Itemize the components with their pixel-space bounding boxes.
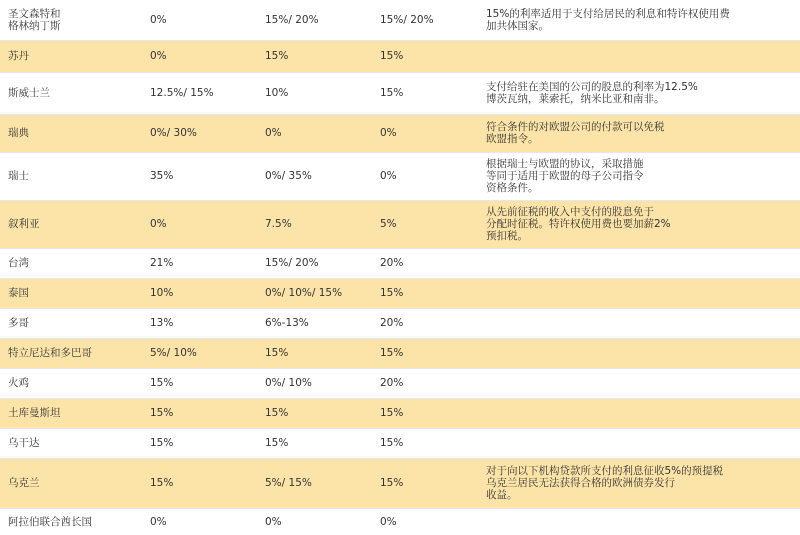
interest-rate-text: 6%-13% bbox=[265, 317, 309, 329]
interest-rate-text: 15% bbox=[265, 407, 289, 419]
note-cell bbox=[478, 508, 800, 535]
note-cell bbox=[478, 278, 800, 308]
country-text: 瑞典 bbox=[8, 127, 29, 139]
table-row bbox=[0, 200, 800, 248]
note-cell bbox=[478, 0, 800, 40]
note-cell bbox=[478, 398, 800, 428]
table-row bbox=[0, 368, 800, 398]
table-row bbox=[0, 508, 800, 535]
interest-rate-cell bbox=[257, 368, 372, 398]
country-cell bbox=[0, 40, 142, 72]
table-row bbox=[0, 0, 800, 40]
interest-rate-text: 15%/ 20% bbox=[265, 13, 319, 26]
country-text: 台湾 bbox=[8, 257, 29, 269]
country-cell bbox=[0, 152, 142, 200]
royalty-rate-cell bbox=[372, 248, 478, 278]
royalty-rate-text: 15% bbox=[380, 50, 404, 62]
royalty-rate-text: 20% bbox=[380, 257, 404, 269]
interest-rate-cell bbox=[257, 508, 372, 535]
royalty-rate-cell bbox=[372, 278, 478, 308]
country-cell bbox=[0, 368, 142, 398]
note-cell bbox=[478, 72, 800, 114]
royalty-rate-cell bbox=[372, 308, 478, 338]
dividend-rate-text: 0% bbox=[150, 13, 167, 26]
royalty-rate-cell bbox=[372, 40, 478, 72]
dividend-rate-text: 0% bbox=[150, 50, 167, 62]
table-row bbox=[0, 114, 800, 152]
table-row bbox=[0, 398, 800, 428]
royalty-rate-text: 0% bbox=[380, 170, 397, 182]
royalty-rate-cell bbox=[372, 508, 478, 535]
interest-rate-cell bbox=[257, 458, 372, 508]
dividend-rate-text: 13% bbox=[150, 317, 174, 329]
interest-rate-text: 0% bbox=[265, 127, 282, 139]
interest-rate-text: 0%/ 35% bbox=[265, 170, 312, 182]
royalty-rate-cell bbox=[372, 428, 478, 458]
country-text: 土库曼斯坦 bbox=[8, 407, 61, 419]
note-cell bbox=[478, 338, 800, 368]
country-text: 苏丹 bbox=[8, 50, 29, 62]
country-cell bbox=[0, 0, 142, 40]
dividend-rate-text: 0%/ 30% bbox=[150, 127, 197, 139]
table-row bbox=[0, 278, 800, 308]
royalty-rate-cell bbox=[372, 338, 478, 368]
interest-rate-cell bbox=[257, 152, 372, 200]
dividend-rate-cell bbox=[142, 368, 257, 398]
royalty-rate-text: 5% bbox=[380, 218, 397, 230]
table-row bbox=[0, 428, 800, 458]
dividend-rate-cell bbox=[142, 308, 257, 338]
country-cell bbox=[0, 200, 142, 248]
dividend-rate-cell bbox=[142, 152, 257, 200]
interest-rate-text: 10% bbox=[265, 87, 289, 99]
country-cell bbox=[0, 308, 142, 338]
interest-rate-text: 15% bbox=[265, 347, 289, 359]
table-row bbox=[0, 72, 800, 114]
note-text: 支付给驻在美国的公司的股息的利率为12.5% 博茨瓦纳，莱索托，纳米比亚和南非。 bbox=[486, 81, 698, 105]
interest-rate-cell bbox=[257, 428, 372, 458]
interest-rate-text: 15% bbox=[265, 50, 289, 62]
note-text: 符合条件的对欧盟公司的付款可以免税 欧盟指令。 bbox=[486, 121, 665, 145]
dividend-rate-cell bbox=[142, 40, 257, 72]
dividend-rate-text: 15% bbox=[150, 437, 174, 449]
country-cell bbox=[0, 398, 142, 428]
dividend-rate-text: 0% bbox=[150, 218, 167, 230]
country-cell bbox=[0, 278, 142, 308]
royalty-rate-cell bbox=[372, 152, 478, 200]
note-text: 根据瑞士与欧盟的协议，采取措施 等同于适用于欧盟的母子公司指令 资格条件。 bbox=[486, 158, 644, 194]
interest-rate-text: 15%/ 20% bbox=[265, 257, 319, 269]
country-text: 泰国 bbox=[8, 287, 29, 299]
table-row bbox=[0, 152, 800, 200]
country-cell bbox=[0, 458, 142, 508]
dividend-rate-text: 35% bbox=[150, 170, 174, 182]
country-text: 乌克兰 bbox=[8, 477, 40, 489]
note-cell bbox=[478, 368, 800, 398]
table-row bbox=[0, 308, 800, 338]
note-text: 从先前征税的收入中支付的股息免于 分配时征税。特许权使用费也要加薪2% 预扣税。 bbox=[486, 206, 671, 242]
royalty-rate-text: 15% bbox=[380, 477, 404, 489]
royalty-rate-cell bbox=[372, 114, 478, 152]
dividend-rate-cell bbox=[142, 278, 257, 308]
royalty-rate-text: 15% bbox=[380, 287, 404, 299]
interest-rate-cell bbox=[257, 200, 372, 248]
interest-rate-cell bbox=[257, 398, 372, 428]
table-row bbox=[0, 338, 800, 368]
note-cell bbox=[478, 248, 800, 278]
note-cell bbox=[478, 428, 800, 458]
interest-rate-text: 0%/ 10%/ 15% bbox=[265, 287, 343, 299]
country-text: 火鸡 bbox=[8, 377, 29, 389]
royalty-rate-text: 15% bbox=[380, 87, 404, 99]
interest-rate-cell bbox=[257, 338, 372, 368]
royalty-rate-text: 15% bbox=[380, 347, 404, 359]
royalty-rate-text: 20% bbox=[380, 317, 404, 329]
note-text: 15%的利率适用于支付给居民的利息和特许权使用费 加共体国家。 bbox=[486, 7, 730, 32]
interest-rate-text: 0% bbox=[265, 515, 282, 528]
dividend-rate-text: 10% bbox=[150, 287, 174, 299]
dividend-rate-cell bbox=[142, 458, 257, 508]
country-text: 多哥 bbox=[8, 317, 29, 329]
interest-rate-text: 7.5% bbox=[265, 218, 292, 230]
royalty-rate-cell bbox=[372, 72, 478, 114]
royalty-rate-cell bbox=[372, 368, 478, 398]
interest-rate-cell bbox=[257, 72, 372, 114]
royalty-rate-cell bbox=[372, 398, 478, 428]
dividend-rate-text: 0% bbox=[150, 515, 167, 528]
dividend-rate-cell bbox=[142, 508, 257, 535]
dividend-rate-text: 12.5%/ 15% bbox=[150, 87, 214, 99]
interest-rate-cell bbox=[257, 248, 372, 278]
country-text: 圣文森特和 格林纳丁斯 bbox=[8, 7, 61, 32]
dividend-rate-cell bbox=[142, 338, 257, 368]
note-cell bbox=[478, 458, 800, 508]
royalty-rate-text: 15%/ 20% bbox=[380, 13, 434, 26]
country-text: 斯威士兰 bbox=[8, 87, 50, 99]
country-text: 阿拉伯联合酋长国 bbox=[8, 515, 92, 528]
royalty-rate-text: 20% bbox=[380, 377, 404, 389]
country-text: 乌干达 bbox=[8, 437, 40, 449]
dividend-rate-text: 21% bbox=[150, 257, 174, 269]
dividend-rate-text: 15% bbox=[150, 407, 174, 419]
note-cell bbox=[478, 40, 800, 72]
country-cell bbox=[0, 72, 142, 114]
dividend-rate-cell bbox=[142, 114, 257, 152]
table-row bbox=[0, 40, 800, 72]
country-text: 叙利亚 bbox=[8, 218, 40, 230]
royalty-rate-text: 15% bbox=[380, 437, 404, 449]
table-row bbox=[0, 248, 800, 278]
interest-rate-cell bbox=[257, 278, 372, 308]
royalty-rate-text: 0% bbox=[380, 127, 397, 139]
dividend-rate-text: 15% bbox=[150, 377, 174, 389]
dividend-rate-text: 15% bbox=[150, 477, 174, 489]
table-row bbox=[0, 458, 800, 508]
country-text: 特立尼达和多巴哥 bbox=[8, 347, 92, 359]
interest-rate-cell bbox=[257, 40, 372, 72]
royalty-rate-cell bbox=[372, 458, 478, 508]
note-cell bbox=[478, 308, 800, 338]
note-text: 对于向以下机构贷款所支付的利息征收5%的预提税 乌克兰居民无法获得合格的欧洲债券发行 收益。 bbox=[486, 465, 724, 501]
dividend-rate-cell bbox=[142, 200, 257, 248]
country-cell bbox=[0, 508, 142, 535]
country-cell bbox=[0, 248, 142, 278]
interest-rate-text: 5%/ 15% bbox=[265, 477, 312, 489]
interest-rate-text: 15% bbox=[265, 437, 289, 449]
interest-rate-cell bbox=[257, 0, 372, 40]
dividend-rate-cell bbox=[142, 428, 257, 458]
dividend-rate-text: 5%/ 10% bbox=[150, 347, 197, 359]
interest-rate-cell bbox=[257, 114, 372, 152]
country-cell bbox=[0, 338, 142, 368]
royalty-rate-cell bbox=[372, 200, 478, 248]
dividend-rate-cell bbox=[142, 0, 257, 40]
dividend-rate-cell bbox=[142, 248, 257, 278]
note-cell bbox=[478, 152, 800, 200]
country-text: 瑞士 bbox=[8, 170, 29, 182]
dividend-rate-cell bbox=[142, 72, 257, 114]
note-cell bbox=[478, 114, 800, 152]
note-cell bbox=[478, 200, 800, 248]
country-cell bbox=[0, 114, 142, 152]
dividend-rate-cell bbox=[142, 398, 257, 428]
interest-rate-cell bbox=[257, 308, 372, 338]
royalty-rate-text: 0% bbox=[380, 515, 397, 528]
interest-rate-text: 0%/ 10% bbox=[265, 377, 312, 389]
royalty-rate-cell bbox=[372, 0, 478, 40]
royalty-rate-text: 15% bbox=[380, 407, 404, 419]
country-cell bbox=[0, 428, 142, 458]
